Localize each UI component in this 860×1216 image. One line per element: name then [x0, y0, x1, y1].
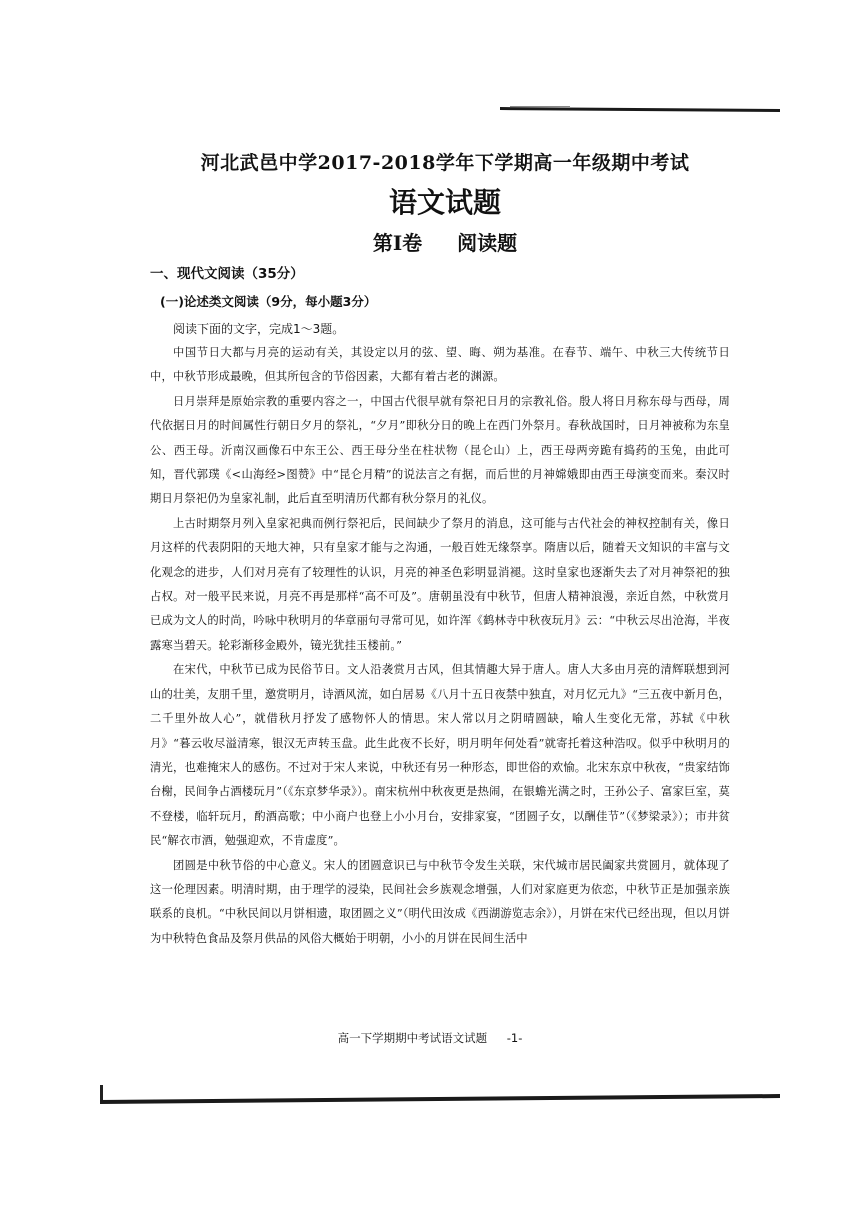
page-footer	[0, 1030, 860, 1046]
passage-paragraph: 上古时期祭月列入皇家祀典而例行祭祀后，民间缺少了祭月的消息，这可能与古代社会的神权控制有关，像日月这样的代表阴阳的天地大神，只有皇家才能与之沟通，一般百姓无缘祭享。隋唐以后，随着天文知识的丰富与文化观念的进步，人们对月亮有了较理性的认识，月亮的神圣色彩明显消褪。这时皇家也逐渐失去了对月神祭祀的独占权。对一般平民来说，月亮不再是那样“高不可及”。唐朝虽没有中秋节，但唐人精神浪漫，亲近自然，中秋赏月已成为文人的时尚，吟咏中秋明月的华章丽句寻常可见，如许浑《鹤林寺中秋夜玩月》云：“中秋云尽出沧海，半夜露寒当碧天。轮彩渐移金殿外，镜光犹挂玉楼前。”	[150, 516, 730, 652]
volume-name: 阅读题	[457, 231, 518, 255]
exam-title: 河北武邑中学2017-2018学年下学期高一年级期中考试	[200, 152, 690, 174]
passage-paragraph: 团圆是中秋节俗的中心意义。宋人的团圆意识已与中秋节令发生关联，宋代城市居民阖家共赏圆月，就体现了这一伦理因素。明清时期，由于理学的浸染，民间社会乡族观念增强，人们对家庭更为依恋，中秋节正是加强亲族联系的良机。“中秋民间以月饼相遗，取团圆之义”（明代田汝成《西湖游览志余》），月饼在宋代已经出现，但以月饼为中秋特色食品及祭月供品的风俗大概始于明朝，小小的月饼在民间生活中	[150, 858, 730, 945]
passage-paragraph: 日月崇拜是原始宗教的重要内容之一，中国古代很早就有祭祀日月的宗教礼俗。殷人将日月称东母与西母，周代依据日月的时间属性行朝日夕月的祭礼，“夕月”即秋分日的晚上在西门外祭月。春秋战国时，日月神被称为东皇公、西王母。沂南汉画像石中东王公、西王母分坐在柱状物（昆仑山）上，西王母两旁跪有捣药的玉兔，由此可知，晋代郭璞《<山海经>图赞》中“昆仑月精”的说法言之有据，而后世的月神嫦娥即由西王母演变而来。秦汉时期日月祭祀仍为皇家礼制，此后直至明清历代都有秋分祭月的礼仪。	[150, 394, 730, 506]
instruction-text: 阅读下面的文字，完成1～3题。	[173, 322, 345, 336]
footer-label: 高一下学期期中考试语文试题	[337, 1031, 488, 1045]
scan-edge-top	[500, 107, 780, 112]
passage-paragraph: 中国节日大都与月亮的运动有关，其设定以月的弦、望、晦、朔为基准。在春节、端午、中秋三大传统节日中，中秋节形成最晚，但其所包含的节俗因素，大都有着古老的渊源。	[150, 346, 730, 384]
page-number: -1-	[506, 1031, 523, 1045]
subsection-heading: (一)论述类文阅读（9分，每小题3分）	[160, 294, 377, 309]
scan-edge-bottom	[100, 1094, 780, 1104]
section-heading: 一、现代文阅读（35分）	[150, 266, 304, 282]
volume-label: 第Ⅰ卷	[372, 231, 423, 255]
subject-title: 语文试题	[388, 186, 501, 219]
passage-paragraph: 在宋代，中秋节已成为民俗节日。文人沿袭赏月古风，但其情趣大异于唐人。唐人大多由月亮的清辉联想到河山的壮美，友朋千里，邀赏明月，诗酒风流，如白居易《八月十五日夜禁中独直，对月忆元九》“三五夜中新月色，二千里外故人心”，就借秋月抒发了感物怀人的情思。宋人常以月之阴晴圆缺，喻人生变化无常，苏轼《中秋月》“暮云收尽溢清寒，银汉无声转玉盘。此生此夜不长好，明月明年何处看”就寄托着这种浩叹。似乎中秋明月的清光，也难掩宋人的感伤。不过对于宋人来说，中秋还有另一种形态，即世俗的欢愉。北宋东京中秋夜，“贵家结饰台榭，民间争占酒楼玩月”（《东京梦华录》）。南宋杭州中秋夜更是热闹，在银蟾光满之时，王孙公子、富家巨室，莫不登楼，临轩玩月，酌酒高歌；中小商户也登上小小月台，安排家宴，“团圆子女，以酬佳节”（《梦梁录》）；市井贫民“解衣市酒，勉强迎欢，不肯虚度”。	[150, 663, 730, 848]
exam-page	[165, 140, 725, 256]
passage	[150, 341, 730, 951]
content-area	[150, 250, 730, 951]
